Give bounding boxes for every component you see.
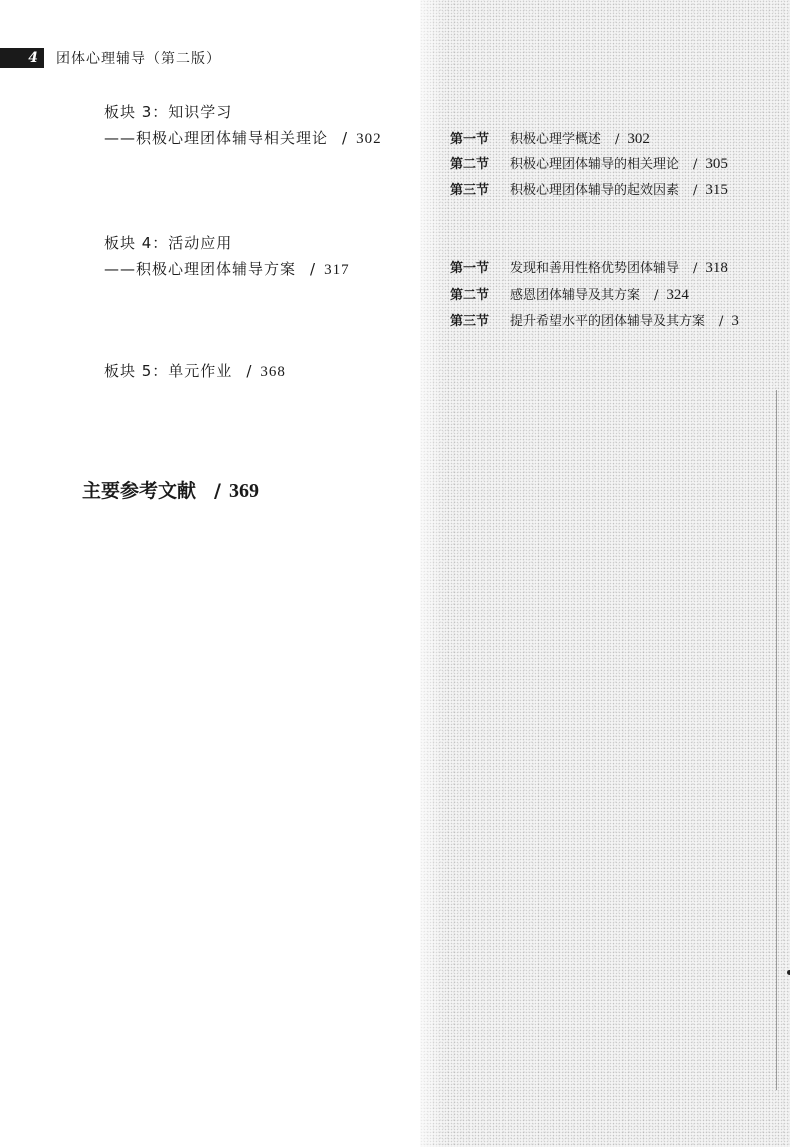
toc-section-3-3[interactable] bbox=[450, 179, 728, 199]
references-entry[interactable] bbox=[82, 476, 259, 503]
block-4-title[interactable]: 板块 4：活动应用 bbox=[104, 234, 233, 252]
block-4-page: 317 bbox=[324, 262, 350, 278]
block-3-page: 302 bbox=[356, 131, 382, 147]
section-number: 第三节 bbox=[450, 314, 490, 329]
slash: / bbox=[246, 362, 253, 380]
slash: / bbox=[310, 260, 317, 278]
section-number: 第二节 bbox=[450, 288, 490, 303]
slash: / bbox=[654, 288, 659, 303]
page-number: 4 bbox=[0, 48, 44, 68]
section-page: 324 bbox=[666, 287, 689, 303]
section-page: 305 bbox=[705, 156, 728, 172]
section-title: 积极心理团体辅导的起效因素 bbox=[510, 183, 680, 198]
section-page: 302 bbox=[627, 131, 650, 147]
section-title: 提升希望水平的团体辅导及其方案 bbox=[510, 314, 706, 329]
slash: / bbox=[719, 314, 724, 329]
references-title: 主要参考文献 bbox=[82, 480, 197, 502]
book-title: 团体心理辅导（第二版） bbox=[56, 51, 221, 67]
block-3-subtitle[interactable] bbox=[104, 127, 382, 148]
references-page: 369 bbox=[228, 480, 259, 502]
slash: / bbox=[693, 261, 698, 276]
section-title: 积极心理团体辅导的相关理论 bbox=[510, 157, 680, 172]
section-title: 感恩团体辅导及其方案 bbox=[510, 288, 641, 303]
slash: / bbox=[615, 132, 620, 147]
section-page: 315 bbox=[705, 182, 728, 198]
block-3-subtitle-text: ——积极心理团体辅导相关理论 bbox=[104, 129, 329, 147]
block-3-title[interactable]: 板块 3：知识学习 bbox=[104, 103, 233, 121]
slash: / bbox=[342, 129, 349, 147]
scan-noise-edge bbox=[405, 0, 445, 1147]
block-5-title-text: 板块 5：单元作业 bbox=[104, 362, 233, 380]
block-5-page: 368 bbox=[260, 364, 286, 380]
section-page: 318 bbox=[705, 260, 728, 276]
slash: / bbox=[693, 183, 698, 198]
section-number: 第二节 bbox=[450, 157, 490, 172]
slash: / bbox=[693, 157, 698, 172]
toc-section-3-1[interactable] bbox=[450, 128, 650, 148]
toc-section-4-1[interactable] bbox=[450, 257, 728, 277]
toc-section-3-2[interactable] bbox=[450, 153, 728, 173]
scan-edge-line bbox=[776, 390, 777, 1090]
toc-section-4-3[interactable] bbox=[450, 310, 739, 330]
section-number: 第三节 bbox=[450, 183, 490, 198]
block-5-title[interactable] bbox=[104, 360, 286, 381]
slash: / bbox=[214, 480, 221, 502]
section-page: 3 bbox=[731, 313, 739, 329]
block-4-subtitle[interactable] bbox=[104, 258, 350, 279]
toc-section-4-2[interactable] bbox=[450, 284, 689, 304]
section-number: 第一节 bbox=[450, 132, 490, 147]
running-header bbox=[0, 48, 221, 68]
section-title: 发现和善用性格优势团体辅导 bbox=[510, 261, 680, 276]
section-title: 积极心理学概述 bbox=[510, 132, 602, 147]
block-4-subtitle-text: ——积极心理团体辅导方案 bbox=[104, 260, 297, 278]
section-number: 第一节 bbox=[450, 261, 490, 276]
